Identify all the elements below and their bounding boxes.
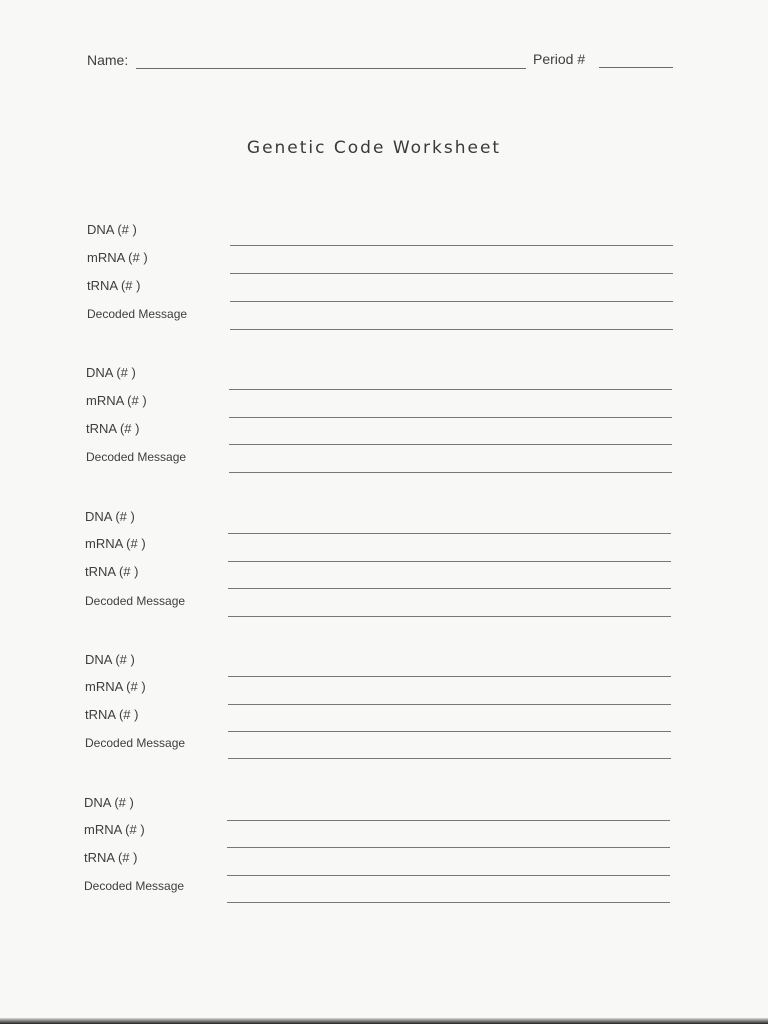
dna-label: DNA (# ) xyxy=(84,795,134,810)
mrna-label: mRNA (# ) xyxy=(84,822,145,837)
trna-answer-line[interactable] xyxy=(227,875,670,876)
decoded-message-label: Decoded Message xyxy=(84,879,185,893)
dna-answer-line[interactable] xyxy=(228,533,671,534)
mrna-label: mRNA (# ) xyxy=(85,536,146,551)
mrna-answer-line[interactable] xyxy=(229,417,672,418)
dna-label: DNA (# ) xyxy=(85,652,135,667)
decoded-message-answer-line[interactable] xyxy=(228,616,671,617)
period-field-line[interactable] xyxy=(599,67,673,68)
trna-answer-line[interactable] xyxy=(228,588,671,589)
exercise-section-4 xyxy=(85,652,725,772)
name-field-line[interactable] xyxy=(136,68,526,69)
decoded-message-label: Decoded Message xyxy=(85,594,186,608)
decoded-message-answer-line[interactable] xyxy=(227,902,670,903)
trna-answer-line[interactable] xyxy=(230,301,673,302)
scan-bottom-edge xyxy=(0,1018,768,1024)
trna-label: tRNA (# ) xyxy=(85,707,139,722)
mrna-label: mRNA (# ) xyxy=(85,679,146,694)
name-label: Name: xyxy=(87,52,129,68)
worksheet-header xyxy=(0,0,768,80)
dna-answer-line[interactable] xyxy=(228,676,671,677)
mrna-label: mRNA (# ) xyxy=(87,250,148,265)
decoded-message-label: Decoded Message xyxy=(87,307,188,321)
dna-label: DNA (# ) xyxy=(86,365,136,380)
mrna-answer-line[interactable] xyxy=(230,273,673,274)
dna-answer-line[interactable] xyxy=(229,389,672,390)
dna-label: DNA (# ) xyxy=(85,509,135,524)
mrna-answer-line[interactable] xyxy=(227,847,670,848)
trna-answer-line[interactable] xyxy=(229,444,672,445)
mrna-label: mRNA (# ) xyxy=(86,393,147,408)
dna-label: DNA (# ) xyxy=(87,222,137,237)
decoded-message-answer-line[interactable] xyxy=(230,329,673,330)
dna-answer-line[interactable] xyxy=(230,245,673,246)
trna-answer-line[interactable] xyxy=(228,731,671,732)
trna-label: tRNA (# ) xyxy=(84,850,138,865)
exercise-section-2 xyxy=(86,365,726,485)
period-label: Period # xyxy=(533,51,586,67)
trna-label: tRNA (# ) xyxy=(85,564,139,579)
mrna-answer-line[interactable] xyxy=(228,704,671,705)
exercise-section-3 xyxy=(85,509,725,629)
page-title: Genetic Code Worksheet xyxy=(246,138,502,158)
decoded-message-answer-line[interactable] xyxy=(228,758,671,759)
trna-label: tRNA (# ) xyxy=(87,278,141,293)
decoded-message-label: Decoded Message xyxy=(86,450,187,464)
decoded-message-label: Decoded Message xyxy=(85,736,186,750)
trna-label: tRNA (# ) xyxy=(86,421,140,436)
decoded-message-answer-line[interactable] xyxy=(229,472,672,473)
mrna-answer-line[interactable] xyxy=(228,561,671,562)
exercise-section-5 xyxy=(84,795,724,915)
exercise-section-1 xyxy=(87,222,727,342)
dna-answer-line[interactable] xyxy=(227,820,670,821)
